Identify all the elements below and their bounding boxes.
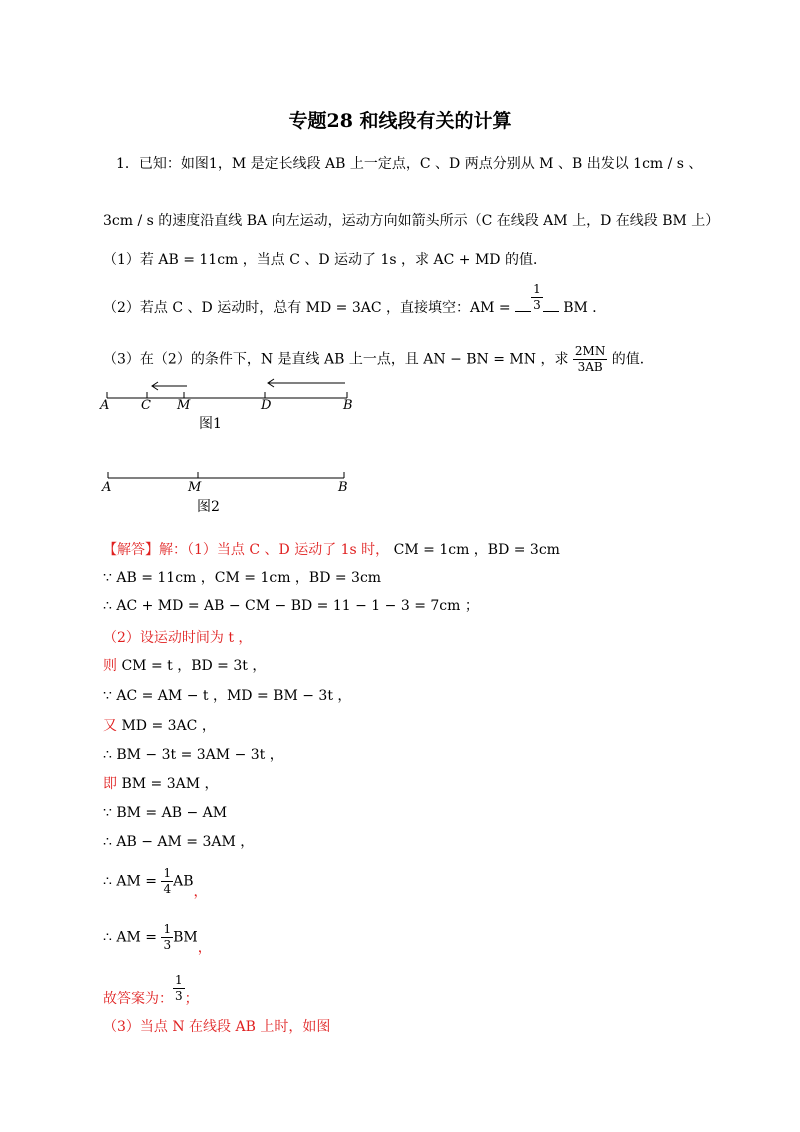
solution-line-11: ∴ AB − AM = 3AM ， [103,834,255,850]
figure-2-diagram [100,468,360,488]
solution-line-3: ∴ AC + MD = AB − CM − BD = 11 − 1 − 3 = 7cm ； [103,598,479,614]
fraction-denominator: 3AB [577,360,603,374]
question-1: （1）若 AB = 11cm ，当点 C 、D 运动了 1s ，求 AC + MD 的值． [103,252,547,268]
fig1-label-a: A [100,398,110,413]
answer-blank-left [515,299,531,312]
fraction-numerator: 1 [163,922,172,936]
question-2-tail: BM ． [563,300,607,316]
solution-line-12-fraction [161,866,173,897]
fig1-label-m: M [177,398,191,413]
solution-line-13-fraction [161,922,173,953]
solution-line-2: ∵ AB = 11cm ，CM = 1cm ，BD = 3cm [103,570,382,586]
solution-line-13-comma: ， [197,939,212,956]
fraction-denominator: 3 [175,989,183,1003]
solution-line-14 [103,973,199,1007]
solution-line-14-lead: 故答案为： [103,990,173,1007]
solution-line-13 [103,922,212,956]
page-title: 专题28 和线段有关的计算 [288,110,512,132]
solution-line-5-lead: 则 [103,658,122,674]
figure-1-diagram [95,378,365,448]
fraction-numerator: 1 [533,281,541,296]
question-3-fraction [573,344,607,375]
solution-line-9-math: BM = 3AM ， [121,776,219,792]
solution-line-4: （2）设运动时间为 t ， [103,630,253,646]
solution-line-14-fraction [173,973,185,1004]
figure-2-caption: 图2 [197,499,220,515]
fig1-label-b: B [343,398,353,413]
fig1-label-c: C [141,398,151,413]
solution-line-14-tail: ； [184,990,199,1007]
solution-line-1 [103,540,560,560]
fig2-label-b: B [338,480,348,495]
fraction-numerator: 1 [163,866,172,880]
solution-line-7-lead: 又 [103,718,122,734]
fraction-numerator: 1 [175,973,183,987]
fig1-label-d: D [261,398,272,413]
problem-line-1: 1．已知：如图1，M 是定长线段 AB 上一定点，C 、D 两点分别从 M 、B 出发以 1cm / s 、 [116,156,703,172]
solution-line-12 [103,866,208,900]
solution-line-12-tail: AB [173,873,194,890]
solution-line-13-tail: BM [173,929,198,946]
question-2-text: （2）若点 C 、D 运动时，总有 MD = 3AC ，直接填空：AM = [103,300,516,316]
solution-line-5 [103,656,266,676]
solution-line-6: ∵ AC = AM − t ，MD = BM − 3t ， [103,688,352,704]
question-2-fraction [531,282,543,313]
fraction-numerator: 2MN [574,344,606,358]
solution-line-9 [103,774,219,794]
solution-line-13-lead: ∴ AM = [103,929,162,946]
solution-line-9-lead: 即 [103,776,122,792]
solution-line-8: ∴ BM − 3t = 3AM − 3t ， [103,747,284,763]
question-3 [103,344,654,375]
solution-line-5-math: CM = t ，BD = 3t ， [121,658,267,674]
fraction-denominator: 4 [163,882,172,896]
fraction-denominator: 3 [163,938,172,952]
fraction-denominator: 3 [533,297,541,312]
solution-line-15: （3）当点 N 在线段 AB 上时，如图 [103,1019,331,1035]
problem-line-2: 3cm / s 的速度沿直线 BA 向左运动，运动方向如箭头所示（C 在线段 AM 上，D 在线段 BM 上） [103,213,720,229]
question-2 [103,281,607,318]
solution-heading: 【解答】解：（1）当点 C 、D 运动了 1s 时， [103,542,390,558]
solution-line-7 [103,716,216,736]
fig2-label-m: M [188,480,202,495]
solution-line-7-math: MD = 3AC ， [121,718,216,734]
question-3-tail: 的值． [611,351,654,368]
question-3-text: （3）在（2）的条件下，N 是直线 AB 上一点，且 AN − BN = MN ，求 [103,351,569,368]
solution-line-12-comma: ， [193,883,208,900]
figure-1-caption: 图1 [199,416,222,432]
answer-blank-right [543,299,559,312]
solution-line-10: ∵ BM = AB − AM [103,805,228,821]
solution-line-12-lead: ∴ AM = [103,873,162,890]
solution-line-1-math: CM = 1cm ，BD = 3cm [393,542,560,558]
fig2-label-a: A [102,480,112,495]
